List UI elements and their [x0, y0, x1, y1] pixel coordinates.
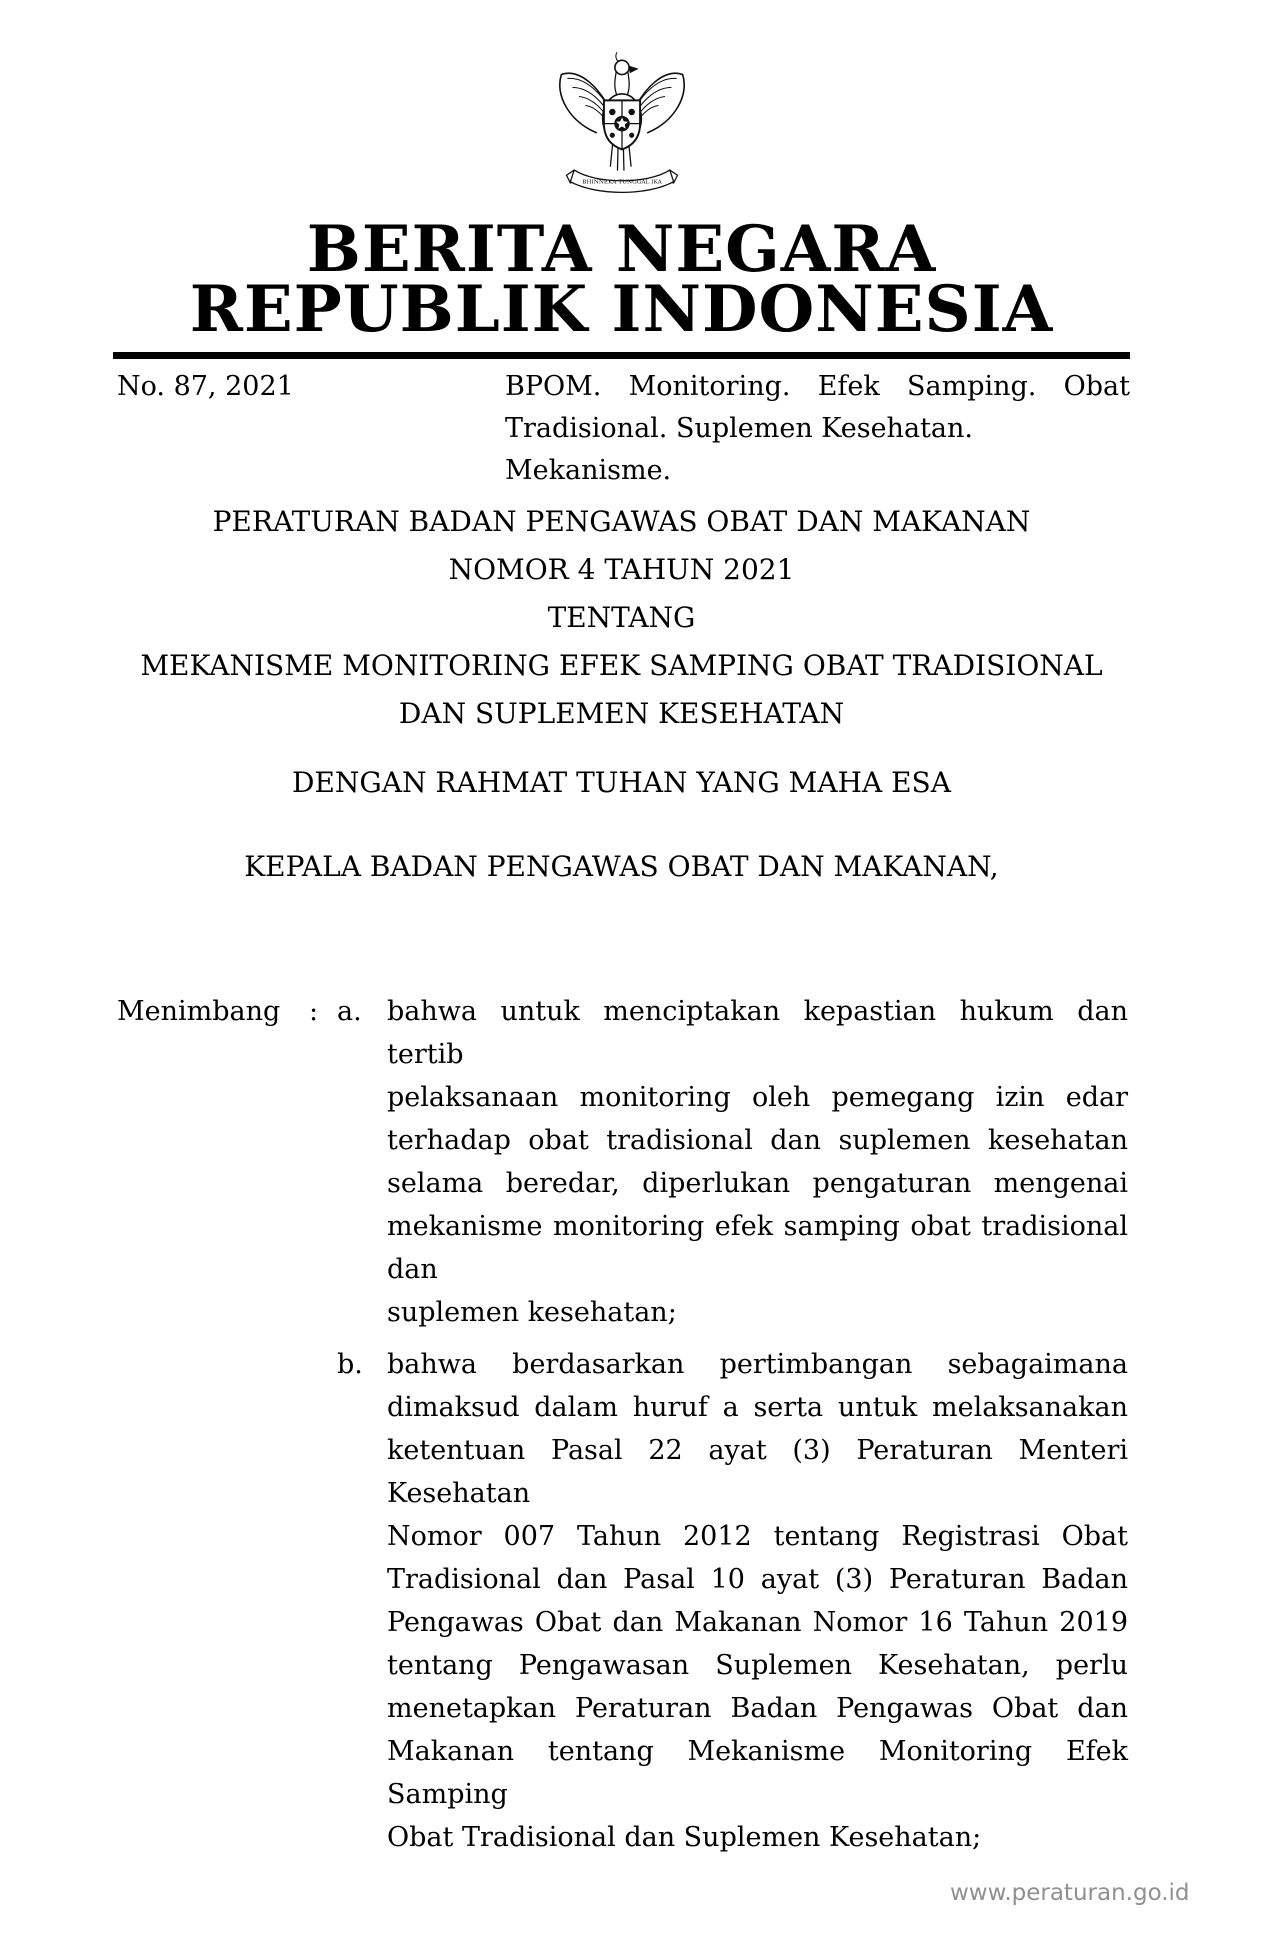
garuda-shield	[604, 100, 640, 149]
consideration-line: Obat Tradisional dan Suplemen Kesehatan;	[387, 1822, 982, 1853]
consideration-line: selama beredar, diperlukan pengaturan mengenai	[387, 1168, 1128, 1199]
consideration-line: ketentuan Pasal 22 ayat (3) Peraturan Menteri Kesehatan	[387, 1435, 1128, 1509]
consideration-line: Pengawas Obat dan Makanan Nomor 16 Tahun 2019	[387, 1607, 1128, 1638]
issuing-official-line: KEPALA BADAN PENGAWAS OBAT DAN MAKANAN,	[244, 850, 999, 883]
consideration-line: bahwa berdasarkan pertimbangan sebagaimana	[387, 1349, 1128, 1380]
gazette-subject-line: Tradisional. Suplemen Kesehatan. Mekanisme.	[505, 413, 973, 486]
masthead-rule	[113, 352, 1130, 359]
consideration-line: bahwa untuk menciptakan kepastian hukum dan tertib	[387, 996, 1128, 1070]
item-marker: b.	[337, 1349, 363, 1380]
invocation-line: DENGAN RAHMAT TUHAN YANG MAHA ESA	[292, 766, 951, 799]
regulation-number-line: NOMOR 4 TAHUN 2021	[448, 553, 795, 586]
regulation-tentang-line: TENTANG	[547, 601, 696, 634]
consideration-line: Tradisional dan Pasal 10 ayat (3) Peraturan Badan	[387, 1564, 1128, 1595]
consideration-line: mekanisme monitoring efek samping obat tradisional dan	[387, 1211, 1128, 1285]
masthead-title-line-1: BERITA NEGARA	[306, 212, 937, 287]
garuda-motto-text: BHINNEKA TUNGGAL IKA	[582, 179, 662, 186]
item-text	[387, 1343, 1128, 1859]
regulation-title-line: PERATURAN BADAN PENGAWAS OBAT DAN MAKANAN	[212, 505, 1031, 538]
consideration-line: tentang Pengawasan Suplemen Kesehatan, perlu	[387, 1650, 1128, 1681]
garuda-head-icon	[615, 53, 639, 96]
consideration-line: dimaksud dalam huruf a serta untuk melaksanakan	[387, 1392, 1128, 1423]
masthead	[113, 212, 1130, 347]
consideration-item-b	[337, 1343, 1130, 1859]
garuda-pancasila-emblem	[551, 46, 693, 202]
consideration-line: pelaksanaan monitoring oleh pemegang izin edar	[387, 1082, 1128, 1113]
considerations-label: Menimbang	[117, 996, 281, 1027]
considerations-section	[113, 990, 1130, 1859]
consideration-line: terhadap obat tradisional dan suplemen kesehatan	[387, 1125, 1128, 1156]
item-text	[387, 990, 1128, 1334]
masthead-title-line-2: REPUBLIK INDONESIA	[189, 272, 1054, 347]
consideration-line: Nomor 007 Tahun 2012 tentang Registrasi Obat	[387, 1521, 1128, 1552]
gazette-subject	[505, 366, 1130, 492]
garuda-motto-ribbon	[566, 170, 677, 192]
consideration-item-a	[337, 990, 1130, 1334]
gazette-number: No. 87, 2021	[117, 371, 294, 402]
footer-url: www.peraturan.go.id	[950, 1880, 1190, 1906]
considerations-colon: :	[309, 996, 319, 1027]
regulation-subject-line: DAN SUPLEMEN KESEHATAN	[398, 697, 845, 730]
gazette-subject-line: BPOM. Monitoring. Efek Samping. Obat	[505, 371, 1130, 402]
regulation-subject-line: MEKANISME MONITORING EFEK SAMPING OBAT TRADISIONAL	[140, 649, 1103, 682]
item-marker: a.	[337, 996, 362, 1027]
consideration-line: suplemen kesehatan;	[387, 1297, 677, 1328]
regulation-title	[113, 498, 1130, 738]
consideration-line: menetapkan Peraturan Badan Pengawas Obat dan	[387, 1693, 1128, 1724]
consideration-line: Makanan tentang Mekanisme Monitoring Efek Samping	[387, 1736, 1128, 1810]
